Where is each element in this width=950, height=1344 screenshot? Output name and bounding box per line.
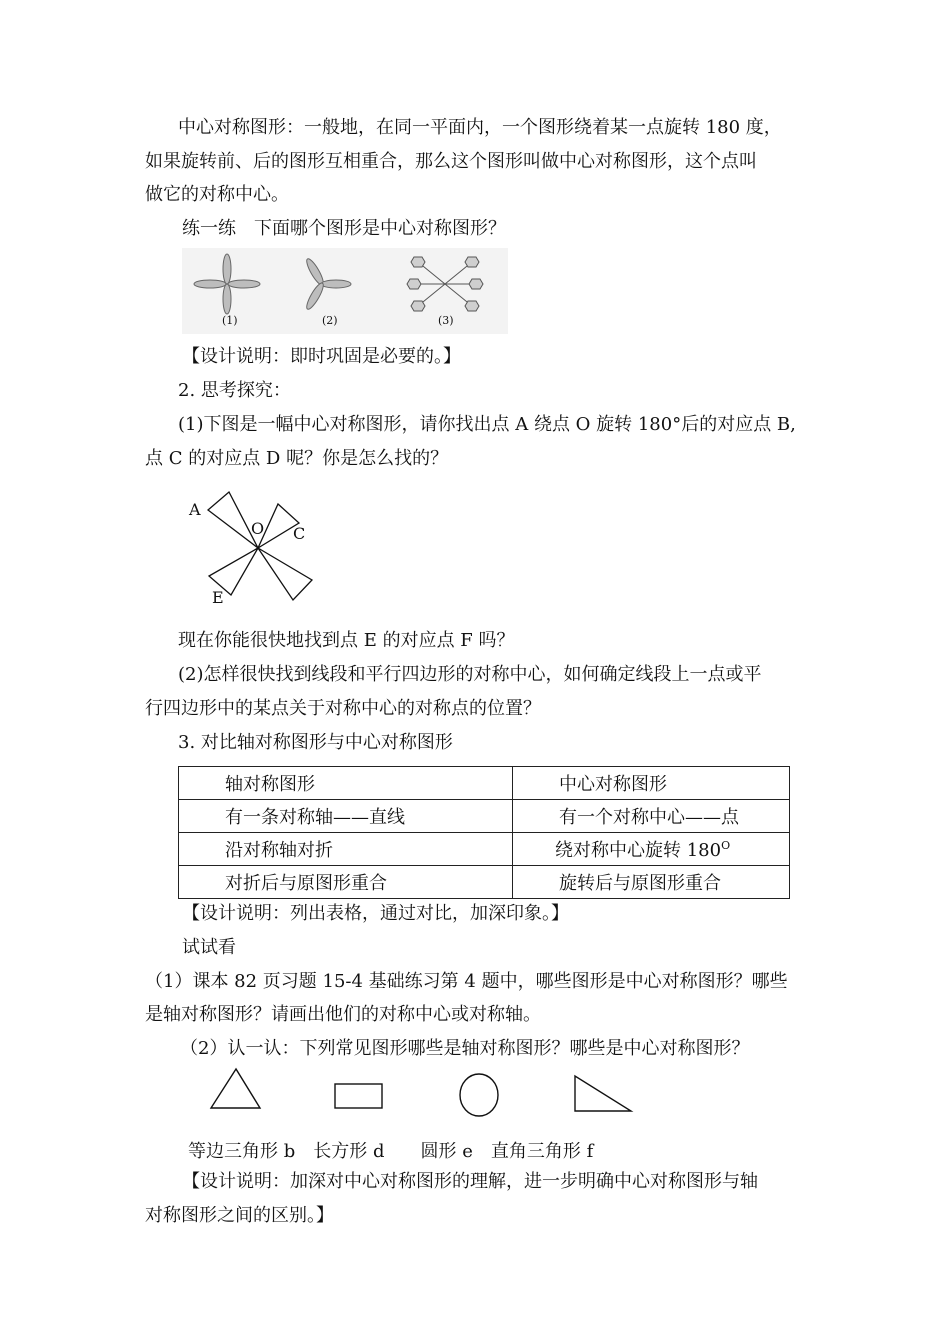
shapes-svg (205, 1066, 645, 1126)
definition-line-1: 中心对称图形：一般地，在同一平面内，一个图形绕着某一点旋转 180 度， (178, 117, 782, 138)
comparison-table (178, 766, 790, 899)
think-q2-line-2: 行四边形中的某点关于对称中心的对称点的位置？ (145, 698, 541, 719)
table-row (179, 767, 790, 800)
hexagon-star-figure (407, 257, 483, 311)
label-o: O (251, 519, 265, 538)
three-blade-figure (304, 257, 351, 311)
table-cell: 旋转后与原图形重合 (513, 866, 790, 899)
rotate-text: 绕对称中心旋转 180 (555, 840, 722, 861)
right-triangle (575, 1076, 631, 1111)
compare-heading: 3. 对比轴对称图形与中心对称图形 (178, 732, 453, 753)
try-q1-line-2: 是轴对称图形？请画出他们的对称中心或对称轴。 (145, 1004, 541, 1025)
table-cell: 有一个对称中心——点 (513, 800, 790, 833)
table-row (179, 833, 790, 866)
triangle-lower-right (258, 548, 312, 600)
table-cell: 沿对称轴对折 (179, 833, 513, 866)
practice-title: 练一练 下面哪个图形是中心对称图形？ (182, 218, 506, 239)
practice-figures (182, 248, 508, 334)
definition-line-3: 做它的对称中心。 (145, 184, 289, 205)
shapes-figure (205, 1066, 645, 1126)
design-note-3-line-2: 对称图形之间的区别。】 (145, 1205, 334, 1226)
label-a: A (189, 500, 201, 519)
fig-label-1: (1) (222, 314, 238, 327)
think-q2-line-1: (2)怎样很快找到线段和平行四边形的对称中心，如何确定线段上一点或平 (178, 664, 762, 685)
try-q1-line-1: （1）课本 82 页习题 15-4 基础练习第 4 题中，哪些图形是中心对称图形？哪些 (145, 971, 788, 992)
think-q1-line-2: 点 C 的对应点 D 呢？你是怎么找的？ (145, 448, 449, 469)
equilateral-triangle (211, 1069, 260, 1108)
table-cell: 对折后与原图形重合 (179, 866, 513, 899)
think-q1-followup: 现在你能很快地找到点 E 的对应点 F 吗？ (178, 630, 515, 651)
pinwheel-svg (185, 490, 325, 610)
fig-label-2: (2) (322, 314, 338, 327)
design-note-3-line-1: 【设计说明：加深对中心对称图形的理解，进一步明确中心对称图形与轴 (182, 1171, 758, 1192)
table-row (179, 866, 790, 899)
design-note-2: 【设计说明：列出表格，通过对比，加深印象。】 (182, 903, 569, 924)
try-q2: （2）认一认：下列常见图形哪些是轴对称图形？哪些是中心对称图形？ (180, 1038, 750, 1059)
definition-line-2: 如果旋转前、后的图形互相重合，那么这个图形叫做中心对称图形，这个点叫 (145, 151, 757, 172)
circle (460, 1074, 498, 1116)
try-heading: 试试看 (182, 937, 236, 958)
label-e: E (212, 588, 224, 607)
design-note-1: 【设计说明：即时巩固是必要的。】 (182, 346, 461, 367)
table-cell: 轴对称图形 (179, 767, 513, 800)
shape-labels: 等边三角形 b 长方形 d 圆形 e 直角三角形 f (188, 1141, 594, 1162)
label-c: C (293, 524, 306, 543)
table-cell: 中心对称图形 (513, 767, 790, 800)
pinwheel-figure (185, 490, 325, 610)
think-heading: 2. 思考探究： (178, 380, 291, 401)
table-row (179, 800, 790, 833)
degree-mark: O (721, 839, 731, 852)
table-cell-rotate (513, 833, 790, 866)
four-petal-figure (194, 254, 260, 314)
table-cell: 有一条对称轴——直线 (179, 800, 513, 833)
fig-label-3: (3) (438, 314, 454, 327)
think-q1-line-1: (1)下图是一幅中心对称图形，请你找出点 A 绕点 O 旋转 180°后的对应点 B, (178, 414, 796, 435)
rectangle (335, 1084, 382, 1108)
